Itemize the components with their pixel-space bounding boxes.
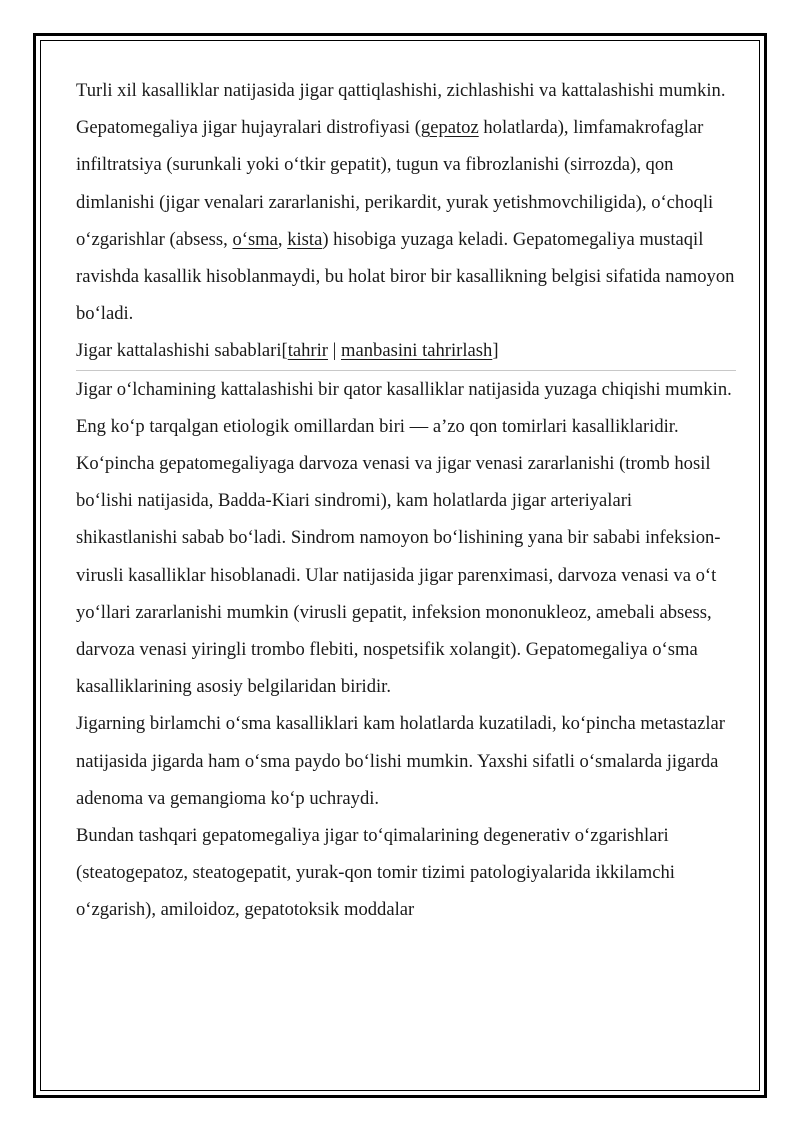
paragraph-intro-text-2: holatlarda), limfamakrofaglar infiltratsiya (surunkali yoki o‘tkir gepatit), tugun va fibrozlanishi (sirrozda), qon dimlanishi (jigar venalari zararlanishi, perikardit, yurak yetishmovchiligida), o‘choqli o‘zgarishlar (absess, <box>76 117 714 250</box>
heading-open-bracket: [ <box>281 340 288 362</box>
heading-close-bracket: ] <box>492 340 499 362</box>
paragraph-tumors: Jigarning birlamchi o‘sma kasalliklari kam holatlarda kuzatiladi, ko‘pincha metastazlar natijasida jigarda ham o‘sma paydo bo‘lishi mumkin. Yaxshi sifatli o‘smalarda jigarda adenoma va gemangioma ko‘p uchraydi. <box>76 713 726 809</box>
paragraph-intro-text-1: Turli xil kasalliklar natijasida jigar qattiqlashishi, zichlashishi va kattalashishi mumkin. Gepatomegaliya jigar hujayralari distrofiyasi ( <box>76 80 726 139</box>
edit-source-link[interactable]: manbasini tahrirlash <box>341 340 493 362</box>
paragraph-degenerative: Bundan tashqari gepatomegaliya jigar to‘qimalarining degenerativ o‘zgarishlari (steatogepatoz, steatogepatit, yurak-qon tomir tizimi patologiyalarida ikkilamchi o‘zgarish), amiloidoz, gepatotoksik moddalar <box>76 825 675 921</box>
heading-separator: | <box>327 340 342 362</box>
link-gepatoz[interactable]: gepatoz <box>420 117 479 139</box>
edit-link[interactable]: tahrir <box>287 340 328 362</box>
section-heading <box>76 332 736 370</box>
link-osma[interactable]: o‘sma <box>232 228 278 250</box>
link-kista[interactable]: kista <box>287 228 323 250</box>
paragraph-intro-text-4: ) hisobiga yuzaga keladi. Gepatomegaliya mustaqil ravishda kasallik hisoblanmaydi, bu holat biror bir kasallikning belgisi sifatida namoyon bo‘ladi. <box>76 228 735 325</box>
section-heading-title: Jigar kattalashishi sabablari <box>76 340 282 362</box>
paragraph-intro <box>76 72 736 332</box>
document-body <box>76 72 736 929</box>
paragraph-intro-text-3: , <box>277 228 288 250</box>
paragraph-causes: Jigar o‘lchamining kattalashishi bir qator kasalliklar natijasida yuzaga chiqishi mumkin. Eng ko‘p tarqalgan etiologik omillardan biri — a’zo qon tomirlari kasalliklaridir. Ko‘pincha gepatomegaliyaga darvoza venasi va jigar venasi zararlanishi (tromb hosil bo‘lishi natijasida, Badda-Kiari sindromi), kam holatlarda jigar arteriyalari shikastlanishi sabab bo‘ladi. Sindrom namoyon bo‘lishining yana bir sababi infeksion-virusli kasalliklar hisoblanadi. Ular natijasida jigar parenximasi, darvoza venasi va o‘t yo‘llari zararlanishi mumkin (virusli gepatit, infeksion mononukleoz, amebali absess, darvoza venasi yiringli trombo flebiti, nospetsifik xolangit). Gepatomegaliya o‘sma kasalliklarining asosiy belgilaridan biridir. <box>76 378 732 698</box>
